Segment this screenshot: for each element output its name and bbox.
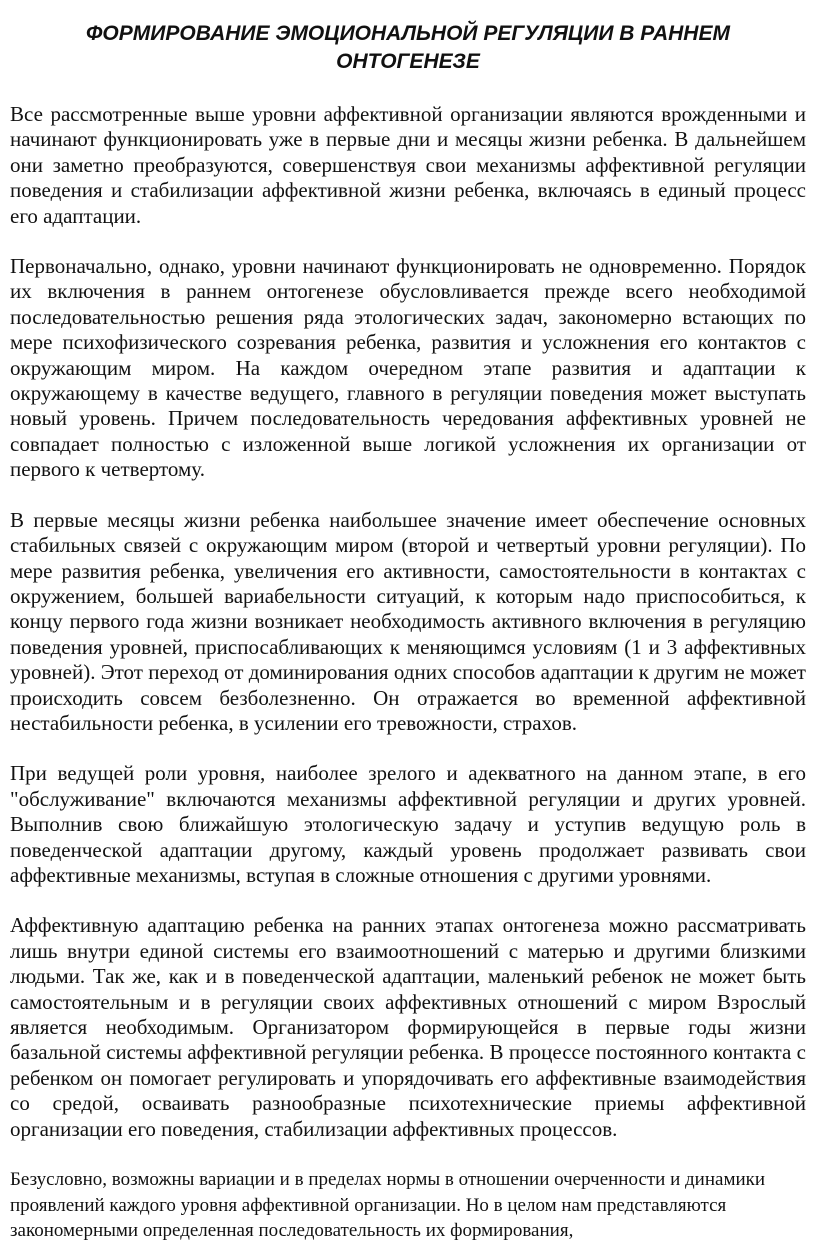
paragraph-4: При ведущей роли уровня, наиболее зрелого и адекватного на данном этапе, в его "обслуживание" включаются механизмы аффективной регуляции и других уровней. Выполнив свою ближайшую этологическую задачу и уступив ведущую роль в поведенческой адаптации другому, каждый уровень продолжает развивать свои аффективные механизмы, вступая в сложные отношения с другими уровнями. xyxy=(10,761,806,887)
paragraph-2: Первоначально, однако, уровни начинают функционировать не одновременно. Порядок их включения в раннем онтогенезе обусловливается прежде всего необходимой последовательностью решения ряда этологических задач, закономерно встающих по мере психофизического созревания ребенка, развития и усложнения его контактов с окружающим миром. На каждом очередном этапе развития и адаптации к окружающему в качестве ведущего, главного в регуляции поведения может выступать новый уровень. Причем последовательность чередования аффективных уровней не совпадает полностью с изложенной выше логикой усложнения их организации от первого к четвертому. xyxy=(10,254,806,482)
paragraph-3: В первые месяцы жизни ребенка наибольшее значение имеет обеспечение основных стабильных связей с окружающим миром (второй и четвертый уровни регуляции). По мере развития ребенка, увеличения его активности, самостоятельности в контактах с окружением, большей вариабельности ситуаций, к которым надо приспособиться, к концу первого года жизни возникает необходимость активного включения в регуляцию поведения уровней, приспосабливающих к меняющимся условиям (1 и 3 аффективных уровней). Этот переход от доминирования одних способов адаптации к другим не может происходить совсем безболезненно. Он отражается во временной аффективной нестабильности ребенка, в усилении его тревожности, страхов. xyxy=(10,507,806,735)
paragraph-1: Все рассмотренные выше уровни аффективной организации являются врожденными и начинают функционировать уже в первые дни и месяцы жизни ребенка. В дальнейшем они заметно преобразуются, совершенствуя свои механизмы аффективной регуляции поведения и стабилизации аффективной жизни ребенка, включаясь в единый процесс его адаптации. xyxy=(10,102,806,228)
document-title: ФОРМИРОВАНИЕ ЭМОЦИОНАЛЬНОЙ РЕГУЛЯЦИИ В РАННЕМ ОНТОГЕНЕЗЕ xyxy=(86,22,730,73)
paragraph-6: Безусловно, возможны вариации и в пределах нормы в отношении очерченности и динамики проявлений каждого уровня аффективной организации. Но в целом нам представляются закономерными определенная последовательность их формирования, xyxy=(10,1169,766,1242)
paragraph-5: Аффективную адаптацию ребенка на ранних этапах онтогенеза можно рассматривать лишь внутри единой системы его взаимоотношений с матерью и другими близкими людьми. Так же, как и в поведенческой адаптации, маленький ребенок не может быть самостоятельным и в регуляции своих аффективных отношений с миром Взрослый является необходимым. Организатором формирующейся в первые годы жизни базальной системы аффективной регуляции ребенка. В процессе постоянного контакта с ребенком он помогает регулировать и упорядочивать его аффективные взаимодействия со средой, осваивать разнообразные психотехнические приемы аффективной организации его поведения, стабилизации аффективных процессов. xyxy=(10,913,806,1141)
